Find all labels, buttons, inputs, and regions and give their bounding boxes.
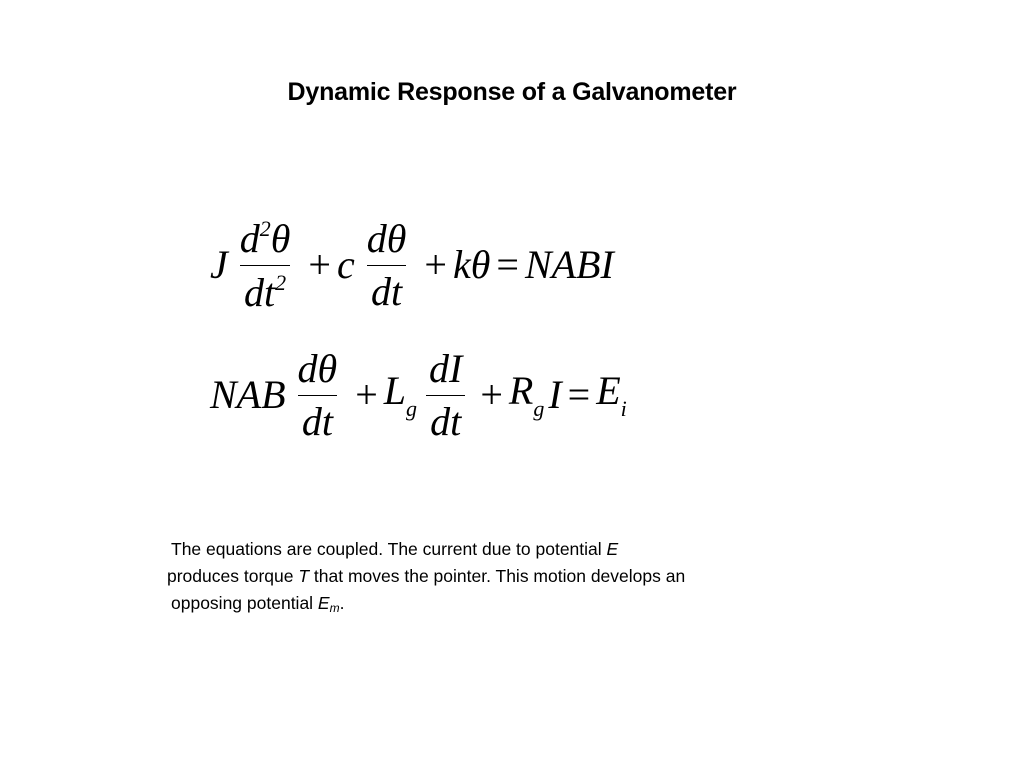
eq2-frac2-denominator: dt xyxy=(426,395,465,442)
equation-torque xyxy=(210,206,614,324)
eq2-R: $R_g$ xyxy=(508,367,545,421)
eq1-plus-2: + xyxy=(424,242,447,287)
eq1-plus-1: + xyxy=(308,242,331,287)
eq1-frac1-denominator: $dt^2$ xyxy=(240,265,290,313)
eq1-J: J xyxy=(210,242,228,287)
equation-circuit xyxy=(210,342,627,448)
eq2-L: $L_g$ xyxy=(383,367,418,421)
eq1-first-derivative-fraction xyxy=(363,215,411,314)
eq1-frac2-numerator: dθ xyxy=(366,215,407,261)
explanation-paragraph: The equations are coupled. The current due to potential E produces torque T that moves the pointer. This motion develops an opposing potential Em. xyxy=(167,539,686,615)
potential-Em: Em xyxy=(317,593,340,615)
eq1-frac2-denominator: dt xyxy=(367,265,406,312)
eq2-NAB: NAB xyxy=(210,372,286,417)
eq2-plus-2: + xyxy=(480,372,503,417)
eq1-c: c xyxy=(336,242,355,287)
eq2-I: I xyxy=(548,372,562,417)
eq2-current-derivative-fraction xyxy=(425,345,466,444)
eq1-rhs: NABI xyxy=(524,242,614,287)
eq2-theta-derivative-fraction xyxy=(294,345,342,444)
eq2-frac1-numerator: dθ xyxy=(297,345,338,391)
eq1-k-theta: kθ xyxy=(452,242,491,287)
torque-T: T xyxy=(298,566,310,586)
eq2-equals: = xyxy=(567,372,591,417)
eq1-frac1-numerator: $d^2\theta$ xyxy=(239,215,291,261)
potential-E: E xyxy=(606,539,619,559)
eq2-E: $E_i$ xyxy=(596,367,627,421)
eq2-plus-1: + xyxy=(355,372,378,417)
eq2-frac2-numerator: dI xyxy=(429,345,463,391)
eq1-second-derivative-fraction xyxy=(236,215,295,315)
eq2-frac1-denominator: dt xyxy=(298,395,337,442)
slide-title: Dynamic Response of a Galvanometer xyxy=(287,78,737,106)
eq1-equals: = xyxy=(496,242,519,287)
